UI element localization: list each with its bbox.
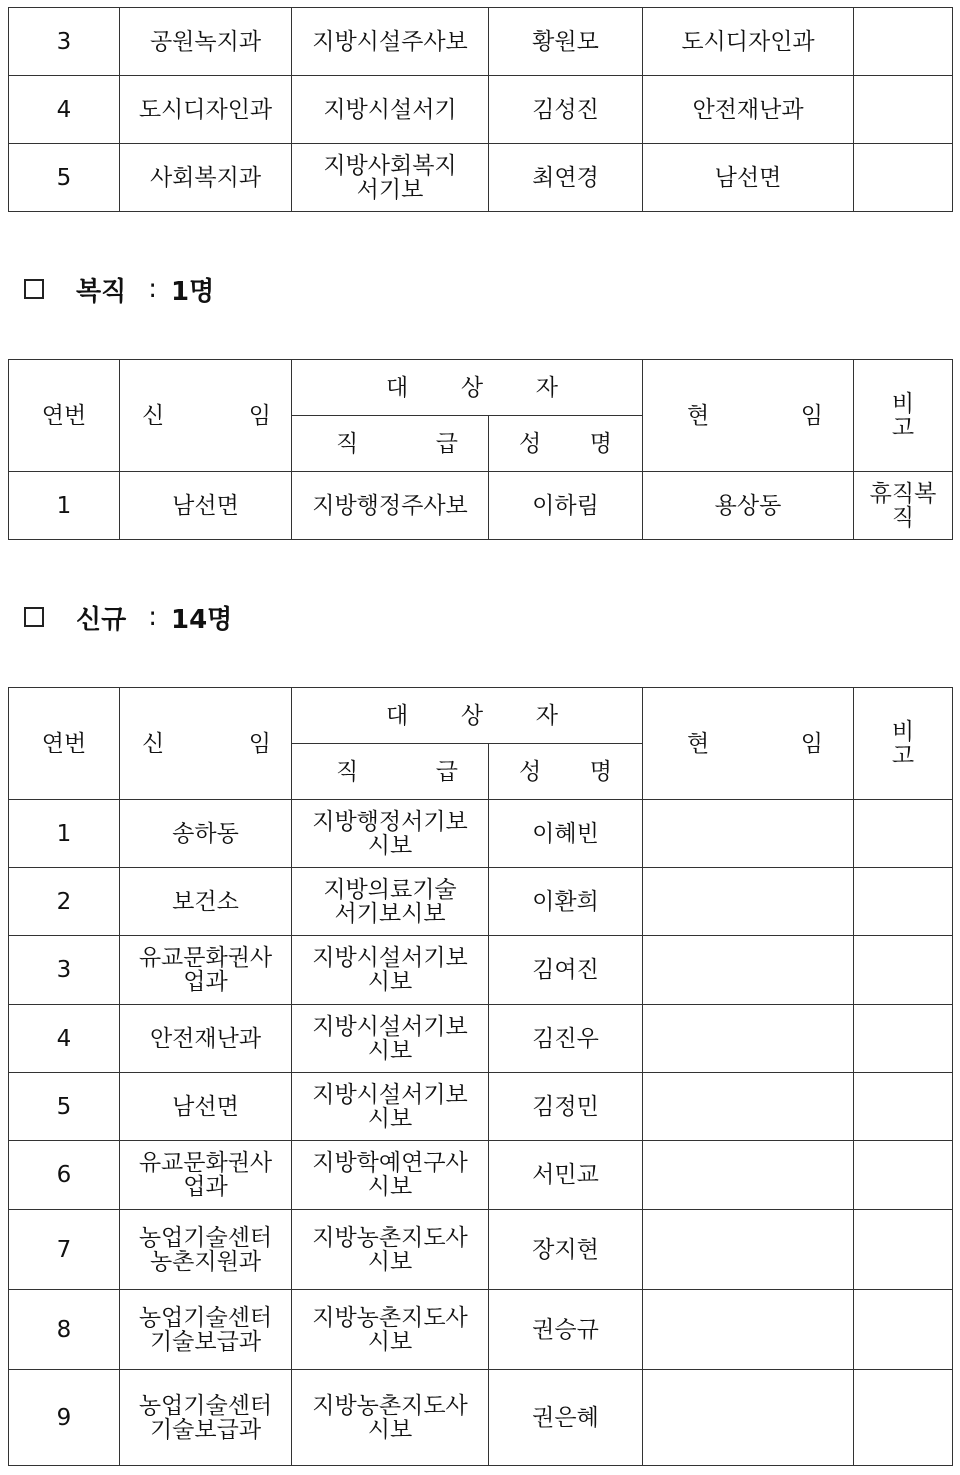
- cell-remark: [854, 800, 953, 868]
- cell-no: 8: [9, 1290, 120, 1370]
- cell-new-post-line: 남선면: [172, 492, 239, 519]
- cell-new-post-line: 농업기술센터: [138, 1304, 273, 1331]
- cell-new-post: [120, 1141, 292, 1210]
- cell-remark: [854, 1141, 953, 1210]
- header-current-post: 현 임: [643, 688, 854, 800]
- cell-rank-line: 지방학예연구사: [312, 1150, 468, 1176]
- cell-remark: [854, 1370, 953, 1466]
- cell-new-post: [120, 868, 292, 936]
- cell-name: 김정민: [489, 1073, 643, 1141]
- cell-current-post: [643, 1210, 854, 1290]
- cell-current-post: [643, 1141, 854, 1210]
- cell-name: 황원모: [489, 8, 643, 76]
- cell-name: 김진우: [489, 1005, 643, 1073]
- cell-rank: [292, 8, 489, 76]
- section-count: 1명: [171, 276, 215, 307]
- table-header: [9, 360, 953, 472]
- cell-rank-line: 시보: [367, 832, 413, 859]
- table-row: [9, 1370, 953, 1466]
- cell-rank-line: 지방의료기술: [323, 876, 457, 903]
- cell-new-post-line: 기술보급과: [149, 1416, 262, 1443]
- cell-name: 권승규: [489, 1290, 643, 1370]
- cell-rank-line: 지방행정서기보: [312, 808, 468, 835]
- cell-new-post-line: 사회복지과: [149, 164, 262, 191]
- cell-rank-line: 시보: [367, 1037, 413, 1064]
- cell-remark: [854, 1073, 953, 1141]
- cell-current-post: [643, 936, 854, 1005]
- cell-no: 4: [9, 1005, 120, 1073]
- cell-current-post: [643, 1370, 854, 1466]
- cell-no: 1: [9, 800, 120, 868]
- cell-new-post: [120, 1005, 292, 1073]
- cell-rank-line: 시보: [367, 1328, 413, 1355]
- cell-rank-line: 서기보: [356, 176, 424, 203]
- cell-rank-line: 시보: [367, 1416, 413, 1443]
- cell-new-post-line: 농촌지원과: [149, 1248, 262, 1275]
- cell-name: 김여진: [489, 936, 643, 1005]
- section-colon: :: [148, 602, 157, 632]
- cell-rank-line: 시보: [367, 969, 413, 995]
- table-header: [9, 688, 953, 800]
- cell-remark: [854, 1210, 953, 1290]
- section-count: 14명: [171, 604, 233, 635]
- cell-new-post-line: 업과: [183, 1174, 228, 1200]
- cell-rank: [292, 1141, 489, 1210]
- header-rank: 직 급: [292, 416, 489, 472]
- cell-name: 이환희: [489, 868, 643, 936]
- cell-rank-line: 시보: [367, 1248, 413, 1275]
- checkbox-square-icon: [24, 279, 44, 299]
- section-label: 복직: [76, 276, 127, 307]
- cell-rank: [292, 472, 489, 540]
- cell-rank-line: 지방시설서기보: [312, 945, 468, 971]
- cell-rank: [292, 1210, 489, 1290]
- cell-rank: [292, 936, 489, 1005]
- cell-no: 7: [9, 1210, 120, 1290]
- cell-no: 4: [9, 76, 120, 144]
- header-target: 대 상 자: [292, 360, 643, 416]
- table-row: [9, 868, 953, 936]
- cell-new-post: [120, 472, 292, 540]
- cell-rank-line: 지방농촌지도사: [312, 1224, 468, 1251]
- cell-new-post: [120, 800, 292, 868]
- cell-rank-line: 지방시설서기: [323, 96, 457, 123]
- cell-new-post-line: 안전재난과: [149, 1025, 262, 1052]
- table-row: [9, 800, 953, 868]
- header-new-post: 신 임: [120, 360, 292, 472]
- cell-remark: [854, 8, 953, 76]
- cell-new-post: [120, 144, 292, 212]
- cell-rank-line: 지방시설서기보: [312, 1013, 468, 1040]
- table-row: [9, 936, 953, 1005]
- cell-current-post: [643, 1073, 854, 1141]
- cell-new-post-line: 남선면: [172, 1093, 239, 1120]
- header-no: 연번: [9, 360, 120, 472]
- cell-no: 1: [9, 472, 120, 540]
- cell-remark-line: 직: [891, 504, 915, 531]
- transfer-table-body: [9, 8, 953, 212]
- table-row: [9, 1073, 953, 1141]
- cell-current-post: 용상동: [643, 472, 854, 540]
- header-name: 성 명: [489, 744, 643, 800]
- table-row: [9, 1210, 953, 1290]
- cell-rank: [292, 76, 489, 144]
- cell-rank: [292, 1005, 489, 1073]
- cell-no: 2: [9, 868, 120, 936]
- cell-current-post: 안전재난과: [643, 76, 854, 144]
- cell-new-post-line: 송하동: [172, 820, 239, 847]
- cell-current-post: [643, 1005, 854, 1073]
- cell-current-post: [643, 868, 854, 936]
- checkbox-square-icon: [24, 607, 44, 627]
- cell-new-post: [120, 76, 292, 144]
- cell-name: 김성진: [489, 76, 643, 144]
- table-row: [9, 144, 953, 212]
- cell-name: 권은혜: [489, 1370, 643, 1466]
- cell-name: 장지현: [489, 1210, 643, 1290]
- cell-new-post-line: 업과: [183, 969, 228, 995]
- cell-no: 3: [9, 8, 120, 76]
- cell-new-post-line: 기술보급과: [149, 1328, 262, 1355]
- cell-no: 6: [9, 1141, 120, 1210]
- section-heading-reinstatement: [24, 271, 214, 307]
- cell-new-post-line: 도시디자인과: [138, 96, 273, 123]
- header-remark: 비 고: [854, 688, 953, 800]
- new-hires-table: [8, 687, 953, 1466]
- cell-new-post-line: 농업기술센터: [138, 1392, 273, 1419]
- cell-rank: [292, 1290, 489, 1370]
- cell-remark: [854, 868, 953, 936]
- header-target: 대 상 자: [292, 688, 643, 744]
- transfer-table-continued: [8, 7, 953, 212]
- table-row: [9, 1141, 953, 1210]
- cell-remark: [854, 76, 953, 144]
- cell-remark-line: 휴직복: [869, 480, 937, 507]
- cell-remark: [854, 1290, 953, 1370]
- cell-new-post: [120, 1210, 292, 1290]
- cell-current-post: 도시디자인과: [643, 8, 854, 76]
- cell-rank: [292, 1073, 489, 1141]
- header-rank: 직 급: [292, 744, 489, 800]
- cell-rank-line: 지방농촌지도사: [312, 1304, 468, 1331]
- cell-rank: [292, 800, 489, 868]
- cell-new-post: [120, 936, 292, 1005]
- cell-remark: [854, 1005, 953, 1073]
- cell-rank-line: 지방시설주사보: [312, 28, 468, 55]
- cell-name: 이혜빈: [489, 800, 643, 868]
- cell-no: 5: [9, 1073, 120, 1141]
- cell-new-post: [120, 1370, 292, 1466]
- cell-new-post-line: 유교문화권사: [138, 945, 273, 971]
- cell-new-post-line: 유교문화권사: [138, 1150, 273, 1176]
- cell-name: 서민교: [489, 1141, 643, 1210]
- table-row: [9, 8, 953, 76]
- cell-new-post: [120, 1290, 292, 1370]
- cell-new-post-line: 농업기술센터: [138, 1224, 273, 1251]
- cell-new-post: [120, 1073, 292, 1141]
- table-row: [9, 76, 953, 144]
- header-current-post: 현 임: [643, 360, 854, 472]
- cell-no: 3: [9, 936, 120, 1005]
- section-colon: :: [148, 274, 157, 304]
- header-no: 연번: [9, 688, 120, 800]
- reinstatement-table: [8, 359, 953, 540]
- cell-new-post-line: 보건소: [172, 888, 239, 915]
- header-name: 성 명: [489, 416, 643, 472]
- cell-current-post: [643, 800, 854, 868]
- cell-current-post: 남선면: [643, 144, 854, 212]
- cell-rank: [292, 868, 489, 936]
- section-heading-new-hires: [24, 599, 232, 635]
- cell-remark: [854, 936, 953, 1005]
- cell-rank: [292, 144, 489, 212]
- header-remark: 비 고: [854, 360, 953, 472]
- cell-rank-line: 지방시설서기보: [312, 1081, 468, 1108]
- cell-new-post-line: 공원녹지과: [149, 28, 262, 55]
- table-row: [9, 1290, 953, 1370]
- cell-remark: [854, 144, 953, 212]
- cell-no: 5: [9, 144, 120, 212]
- header-new-post: 신 임: [120, 688, 292, 800]
- reinstatement-table-body: [9, 472, 953, 540]
- cell-name: 이하림: [489, 472, 643, 540]
- table-row: [9, 472, 953, 540]
- new-hires-table-body: [9, 800, 953, 1466]
- table-row: [9, 1005, 953, 1073]
- cell-rank-line: 시보: [367, 1174, 413, 1200]
- cell-rank-line: 지방농촌지도사: [312, 1392, 468, 1419]
- cell-rank-line: 지방사회복지: [323, 152, 457, 179]
- cell-current-post: [643, 1290, 854, 1370]
- cell-remark: [854, 472, 953, 540]
- cell-rank-line: 지방행정주사보: [312, 492, 468, 519]
- cell-rank: [292, 1370, 489, 1466]
- cell-name: 최연경: [489, 144, 643, 212]
- section-label: 신규: [76, 604, 127, 635]
- cell-rank-line: 시보: [367, 1105, 413, 1132]
- cell-new-post: [120, 8, 292, 76]
- cell-no: 9: [9, 1370, 120, 1466]
- cell-rank-line: 서기보시보: [334, 900, 446, 927]
